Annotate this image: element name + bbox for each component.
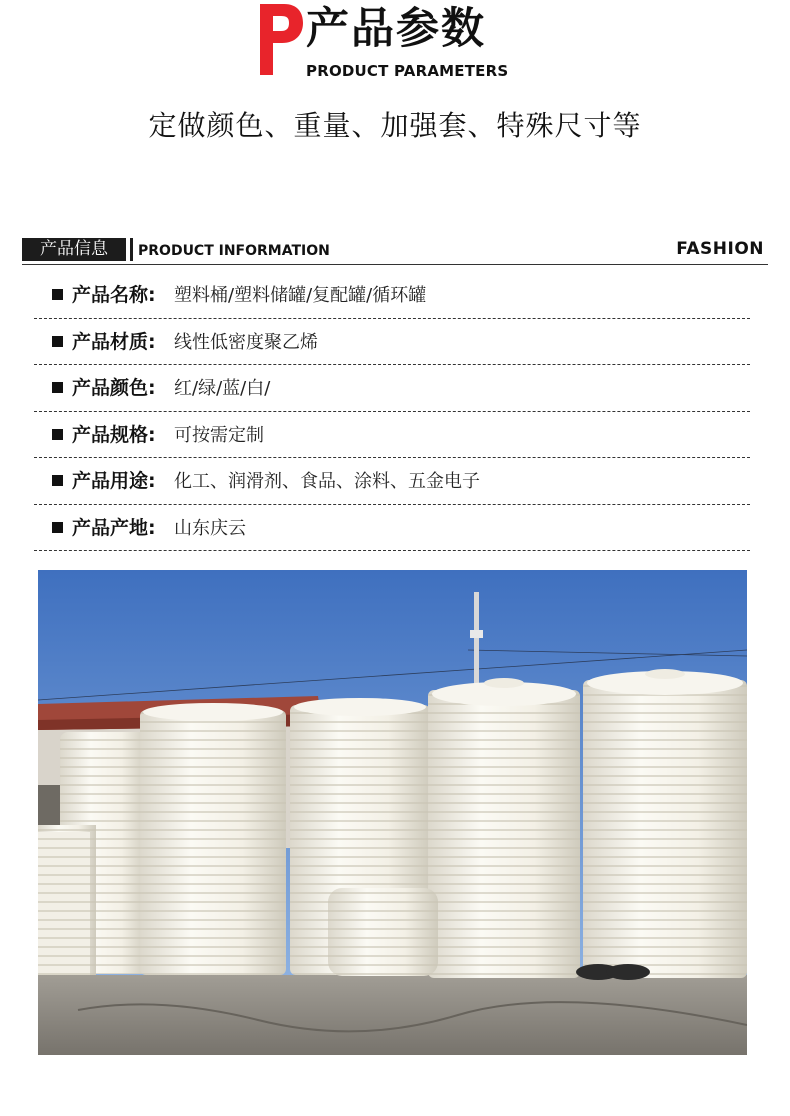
bullet-square-icon (52, 475, 63, 486)
product-info-header (22, 236, 768, 265)
spec-row-size (34, 412, 750, 459)
page-title: 产品参数 (306, 4, 486, 54)
spec-label: 产品用途: (72, 470, 156, 492)
spec-list (34, 272, 750, 551)
fashion-label: FASHION (676, 239, 764, 259)
storage-tank (140, 703, 286, 975)
bullet-square-icon (52, 429, 63, 440)
bullet-square-icon (52, 336, 63, 347)
spec-label: 产品产地: (72, 516, 156, 539)
spec-row-color (34, 365, 750, 412)
spec-value: 山东庆云 (174, 517, 246, 539)
spec-label: 产品名称: (72, 284, 156, 306)
spec-label: 产品材质: (72, 330, 156, 353)
customization-note: 定做颜色、重量、加强套、特殊尺寸等 (148, 109, 642, 142)
spec-value: 红/绿/蓝/白/ (174, 378, 271, 399)
horizontal-tank (328, 888, 438, 976)
spec-label: 产品规格: (72, 423, 156, 446)
storage-tank (583, 669, 747, 978)
product-info-tag: 产品信息 (22, 238, 126, 261)
spec-value: 塑料桶/塑料储罐/复配罐/循环罐 (174, 285, 427, 306)
spec-value: 可按需定制 (174, 424, 264, 446)
bullet-square-icon (52, 522, 63, 533)
ground (38, 975, 747, 1055)
spec-value: 线性低密度聚乙烯 (174, 331, 318, 353)
spec-row-material (34, 319, 750, 366)
brand-p-logo (258, 2, 304, 76)
spec-label: 产品颜色: (72, 377, 156, 399)
storage-tank (428, 678, 580, 978)
divider (130, 238, 133, 261)
spec-value: 化工、润滑剂、食品、涂料、五金电子 (174, 471, 480, 492)
bullet-square-icon (52, 382, 63, 393)
product-info-en: PRODUCT INFORMATION (138, 243, 330, 259)
bullet-square-icon (52, 289, 63, 300)
tyre (606, 964, 650, 980)
product-photo (38, 570, 747, 1055)
spec-row-name (34, 272, 750, 319)
spec-row-origin (34, 505, 750, 552)
page-title-en: PRODUCT PARAMETERS (306, 62, 509, 80)
spec-row-usage (34, 458, 750, 505)
